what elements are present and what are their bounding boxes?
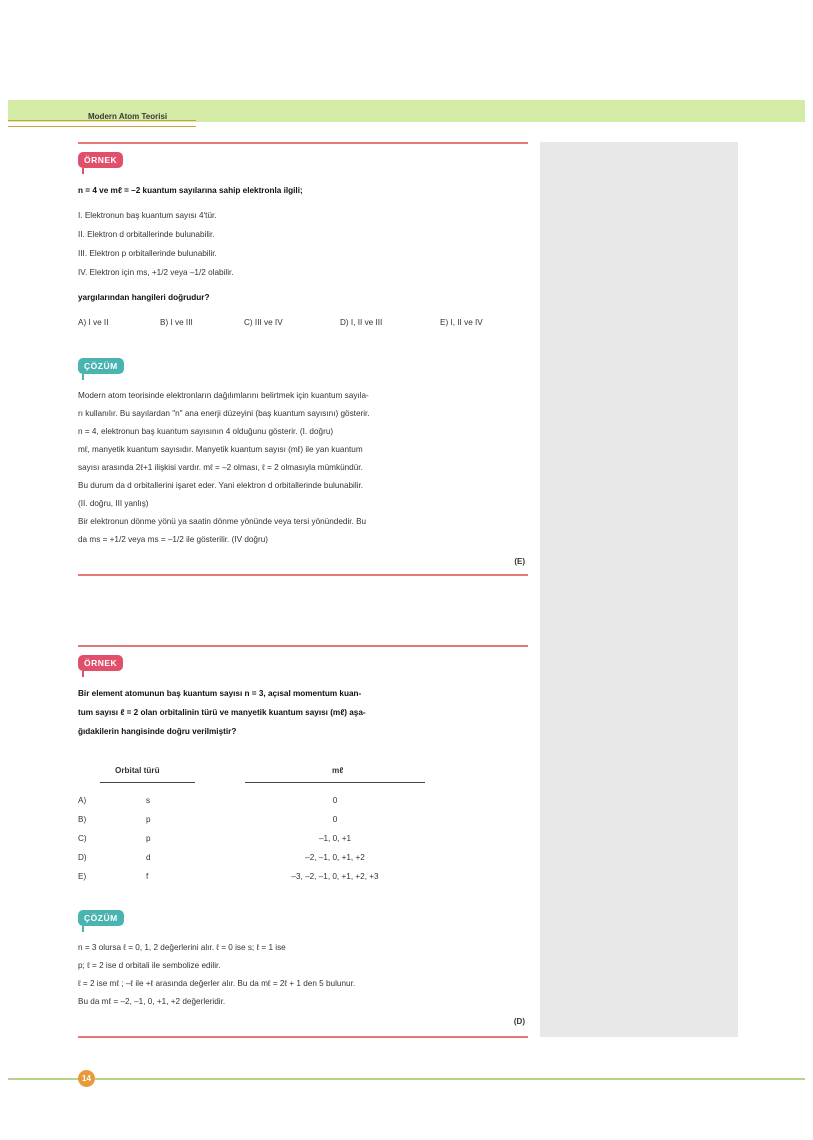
table-cell-orbital: f xyxy=(146,872,149,881)
example-tag: ÖRNEK xyxy=(78,655,123,671)
table-row-label: B) xyxy=(78,815,87,824)
section-divider xyxy=(78,645,528,647)
tag-stem xyxy=(82,926,84,932)
table-row-label: C) xyxy=(78,834,87,843)
solution-line: p; ℓ = 2 ise d orbitali ile sembolize edilir. xyxy=(78,961,221,970)
table-header-orbital: Orbital türü xyxy=(115,766,160,775)
example-question: n = 4 ve mℓ = –2 kuantum sayılarına sahip elektronla ilgili; xyxy=(78,186,303,195)
table-cell-ml: –1, 0, +1 xyxy=(318,834,352,843)
table-header-ml: mℓ xyxy=(332,766,344,775)
table-cell-ml: –3, –2, –1, 0, +1, +2, +3 xyxy=(291,872,379,881)
answer-key: (E) xyxy=(514,557,525,566)
answer-key: (D) xyxy=(513,1017,525,1026)
example-tag: ÖRNEK xyxy=(78,152,123,168)
table-row-label: E) xyxy=(78,872,87,881)
solution-line: mℓ, manyetik kuantum sayısıdır. Manyetik kuantum sayısı (mℓ) ile yan kuantum xyxy=(78,445,363,454)
solution-tag: ÇÖZÜM xyxy=(78,358,124,374)
example-question: Bir element atomunun baş kuantum sayısı n = 3, açısal momentum kuan- xyxy=(78,689,362,698)
example-question: ğıdakilerin hangisinde doğru verilmiştir? xyxy=(78,727,237,736)
statement: II. Elektron d orbitallerinde bulunabilir. xyxy=(78,230,215,239)
answer-option-b: B) I ve III xyxy=(160,318,193,327)
table-cell-ml: 0 xyxy=(332,815,338,824)
solution-line: Modern atom teorisinde elektronların dağılımlarını belirtmek için kuantum sayıla- xyxy=(78,391,369,400)
table-cell-orbital: s xyxy=(146,796,151,805)
table-row-label: D) xyxy=(78,853,87,862)
answer-option-c: C) III ve IV xyxy=(244,318,283,327)
table-header-rule xyxy=(100,782,195,783)
solution-line: Bir elektronun dönme yönü ya saatin dönme yönünde veya tersi yönündedir. Bu xyxy=(78,517,367,526)
solution-tag: ÇÖZÜM xyxy=(78,910,124,926)
header-rule xyxy=(8,126,196,127)
statement: IV. Elektron için ms, +1/2 veya –1/2 olabilir. xyxy=(78,268,234,277)
solution-line: Bu durum da d orbitallerini işaret eder. Yani elektron d orbitallerinde bulunabilir. xyxy=(78,481,364,490)
side-note-panel xyxy=(540,142,738,1037)
solution-line: sayısı arasında 2ℓ+1 ilişkisi vardır. mℓ = –2 olması, ℓ = 2 olmasıyla mümkündür. xyxy=(78,463,363,472)
solution-line: n = 4, elektronun baş kuantum sayısının 4 olduğunu gösterir. (I. doğru) xyxy=(78,427,334,436)
table-row-label: A) xyxy=(78,796,87,805)
section-divider xyxy=(78,1036,528,1038)
solution-line: n = 3 olursa ℓ = 0, 1, 2 değerlerini alır. ℓ = 0 ise s; ℓ = 1 ise xyxy=(78,943,286,952)
tag-stem xyxy=(82,374,84,380)
solution-line: rı kullanılır. Bu sayılardan "n" ana enerji düzeyini (baş kuantum sayısını) gösterir. xyxy=(78,409,370,418)
statement: III. Elektron p orbitallerinde bulunabilir. xyxy=(78,249,217,258)
table-cell-orbital: p xyxy=(146,834,151,843)
answer-option-e: E) I, II ve IV xyxy=(440,318,483,327)
tag-stem xyxy=(82,671,84,677)
solution-line: Bu da mℓ = –2, –1, 0, +1, +2 değerleridir. xyxy=(78,997,226,1006)
answer-option-a: A) I ve II xyxy=(78,318,109,327)
solution-line: (II. doğru, III yanlış) xyxy=(78,499,149,508)
section-divider xyxy=(78,142,528,144)
statement: I. Elektronun baş kuantum sayısı 4'tür. xyxy=(78,211,217,220)
section-divider xyxy=(78,574,528,576)
chapter-title: Modern Atom Teorisi xyxy=(88,112,168,121)
table-cell-orbital: d xyxy=(146,853,151,862)
table-cell-ml: –2, –1, 0, +1, +2 xyxy=(305,853,365,862)
tag-stem xyxy=(82,168,84,174)
table-cell-ml: 0 xyxy=(332,796,338,805)
table-header-rule xyxy=(245,782,425,783)
page-number: 14 xyxy=(78,1070,95,1087)
example-question: tum sayısı ℓ = 2 olan orbitalinin türü ve manyetik kuantum sayısı (mℓ) aşa- xyxy=(78,708,366,717)
solution-line: ℓ = 2 ise mℓ ; –ℓ ile +ℓ arasında değerler alır. Bu da mℓ = 2ℓ + 1 den 5 bulunur. xyxy=(78,979,356,988)
solution-line: da ms = +1/2 veya ms = –1/2 ile gösterilir. (IV doğru) xyxy=(78,535,268,544)
footer-rule xyxy=(8,1078,805,1080)
example-prompt: yargılarından hangileri doğrudur? xyxy=(78,293,210,302)
table-cell-orbital: p xyxy=(146,815,151,824)
answer-option-d: D) I, II ve III xyxy=(340,318,383,327)
